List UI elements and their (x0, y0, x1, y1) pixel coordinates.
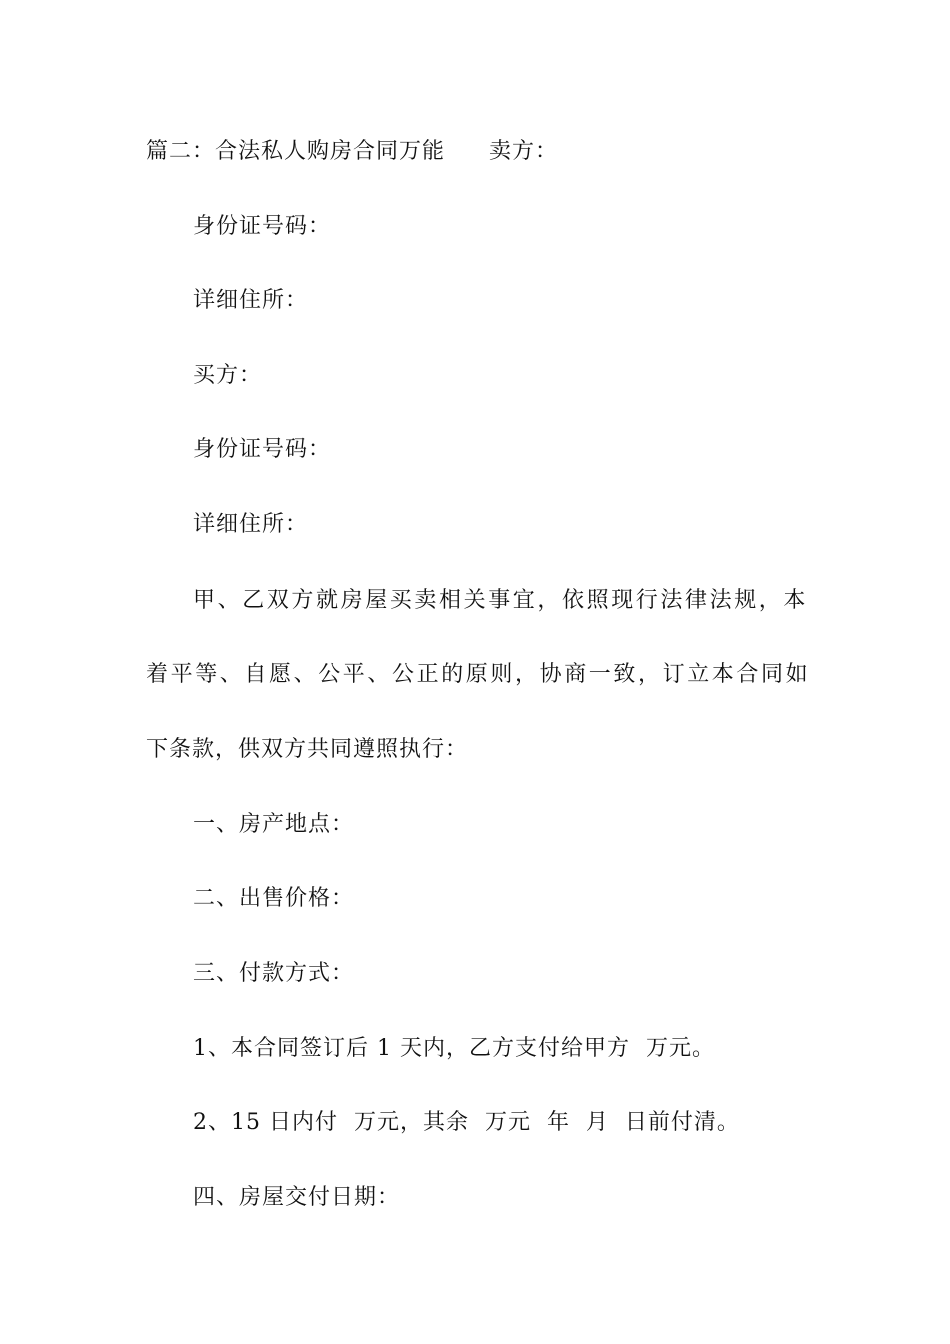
buyer-id-field: 身份证号码： (193, 437, 332, 462)
buyer-address-field: 详细住所： (193, 512, 309, 537)
clause-sale-price: 二、出售价格： (193, 886, 355, 911)
seller-id-field: 身份证号码： (193, 214, 332, 239)
intro-paragraph-line-3: 下条款，供双方共同遵照执行： (146, 737, 469, 762)
buyer-label: 买方： (193, 363, 263, 388)
intro-paragraph-line-2: 着平等、自愿、公平、公正的原则，协商一致，订立本合同如 (146, 662, 811, 687)
seller-label: 卖方： (489, 139, 559, 164)
intro-paragraph-line-1: 甲、乙双方就房屋买卖相关事宜，依照现行法律法规，本 (193, 588, 809, 613)
clause-property-location: 一、房产地点： (193, 812, 355, 837)
clause-delivery-date: 四、房屋交付日期： (193, 1185, 401, 1210)
payment-item-1: 1、本合同签订后 1 天内，乙方支付给甲方 万元。 (193, 1036, 715, 1061)
heading-line (146, 137, 826, 167)
clause-payment-method: 三、付款方式： (193, 961, 355, 986)
seller-address-field: 详细住所： (193, 288, 309, 313)
document-heading: 篇二：合法私人购房合同万能 (146, 139, 446, 164)
payment-item-2: 2、15 日内付 万元，其余 万元 年 月 日前付清。 (193, 1110, 740, 1135)
